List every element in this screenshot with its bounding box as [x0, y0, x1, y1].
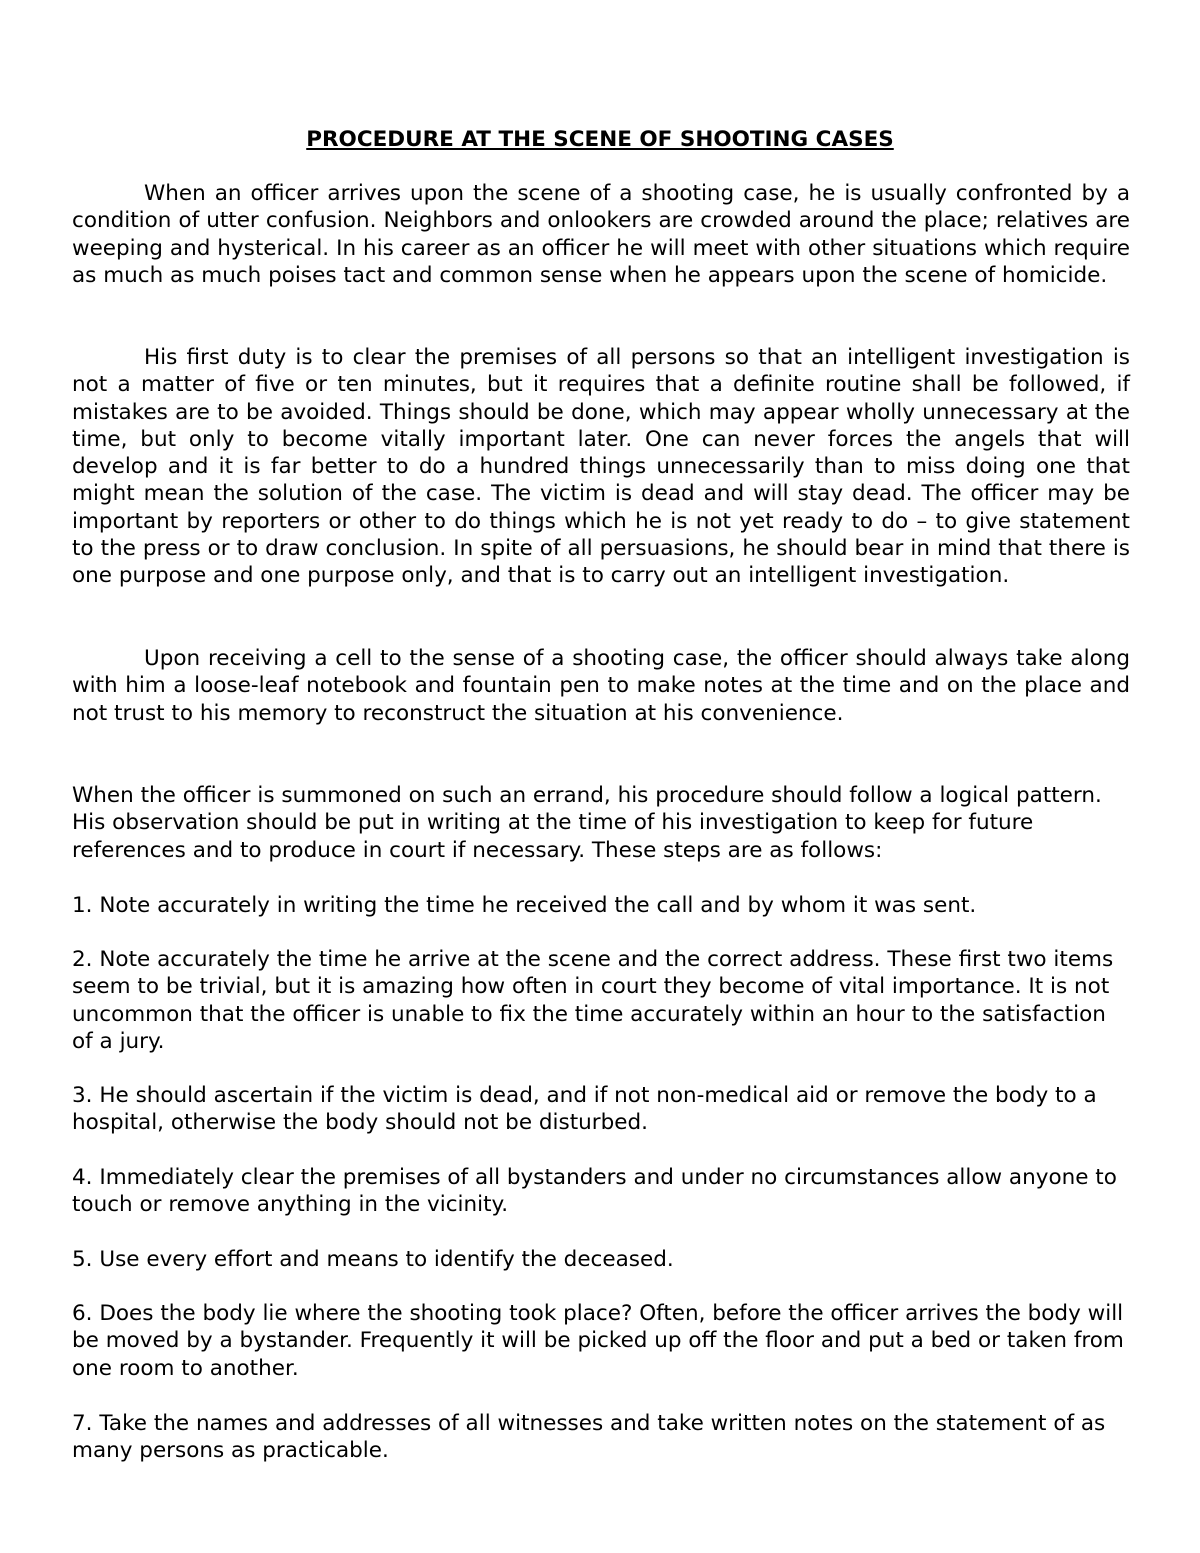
step-4: 4. Immediately clear the premises of all bystanders and under no circumstances allow anyone to touch or remove anything in the vicinity.: [72, 1165, 1117, 1218]
step-7: 7. Take the names and addresses of all witnesses and take written notes on the statement of as many persons as practicable.: [72, 1411, 1106, 1464]
step-6: 6. Does the body lie where the shooting took place? Often, before the officer arrives the body will be moved by a bystander. Frequently it will be picked up off the floor and put a bed or taken from one room to another.: [72, 1301, 1124, 1381]
step-2: 2. Note accurately the time he arrive at the scene and the correct address. These first two items seem to be trivial, but it is amazing how often in court they become of vital importance. It is not uncommon that the officer is unable to fix the time accurately within an hour to the satisfaction of a jury.: [72, 947, 1114, 1054]
document-title: PROCEDURE AT THE SCENE OF SHOOTING CASES: [306, 127, 894, 152]
paragraph-1: When an officer arrives upon the scene of a shooting case, he is usually confronted by a condition of utter confusion. Neighbors and onlookers are crowded around the place; relatives are weeping and hysterical. In his career as an officer he will meet with other situations which require as much as much poises tact and common sense when he appears upon the scene of homicide.: [72, 181, 1130, 288]
step-1: 1. Note accurately in writing the time he received the call and by whom it was sent.: [72, 893, 977, 918]
paragraph-3: Upon receiving a cell to the sense of a shooting case, the officer should always take along with him a loose-leaf notebook and fountain pen to make notes at the time and on the place and not trust to his memory to reconstruct the situation at his convenience.: [72, 646, 1130, 726]
paragraph-4: When the officer is summoned on such an errand, his procedure should follow a logical pattern. His observation should be put in writing at the time of his investigation to keep for future references and to produce in court if necessary. These steps are as follows:: [72, 783, 1102, 863]
paragraph-2: His first duty is to clear the premises of all persons so that an intelligent investigation is not a matter of five or ten minutes, but it requires that a definite routine shall be followed, if mistakes are to be avoided. Things should be done, which may appear wholly unnecessary at the time, but only to become vitally important later. One can never forces the angels that will develop and it is far better to do a hundred things unnecessarily than to miss doing one that might mean the solution of the case. The victim is dead and will stay dead. The officer may be important by reporters or other to do things which he is not yet ready to do – to give statement to the press or to draw conclusion. In spite of all persuasions, he should bear in mind that there is one purpose and one purpose only, and that is to carry out an intelligent investigation.: [72, 345, 1130, 589]
step-5: 5. Use every effort and means to identify the deceased.: [72, 1247, 674, 1272]
step-3: 3. He should ascertain if the victim is dead, and if not non-medical aid or remove the body to a hospital, otherwise the body should not be disturbed.: [72, 1083, 1097, 1136]
